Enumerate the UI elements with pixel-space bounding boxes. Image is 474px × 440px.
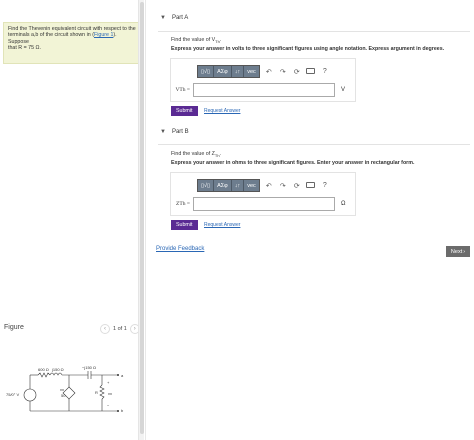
- template-button[interactable]: ▯√▯: [198, 180, 214, 191]
- part-b-rule: [158, 144, 470, 145]
- part-a-prompt-end: .: [219, 37, 222, 43]
- left-scrollbar[interactable]: [138, 0, 144, 440]
- part-a-request-answer-link[interactable]: Request Answer: [204, 108, 241, 114]
- part-a-toolbar: [197, 65, 330, 78]
- arrows-button[interactable]: ↓↑: [232, 180, 245, 191]
- figure-pager: [100, 324, 140, 334]
- reset-icon[interactable]: ⟳: [293, 182, 300, 190]
- part-a-header[interactable]: [160, 15, 188, 21]
- greek-button[interactable]: ΑΣφ: [214, 66, 232, 77]
- figure-link[interactable]: Figure 1: [93, 32, 114, 39]
- part-b-answer-row: [171, 197, 346, 211]
- part-b-request-answer-link[interactable]: Request Answer: [204, 222, 241, 228]
- part-b-submit-button[interactable]: Submit: [171, 220, 198, 230]
- problem-line-3: that R = 75 Ω.: [8, 44, 41, 51]
- keyboard-icon[interactable]: [306, 68, 316, 76]
- help-button[interactable]: ?: [322, 182, 327, 189]
- terminal-b: b: [121, 408, 124, 413]
- next-button[interactable]: [446, 246, 470, 257]
- part-b-title: Part B: [171, 129, 189, 135]
- part-b-header[interactable]: [160, 129, 189, 135]
- reset-icon[interactable]: ⟳: [293, 68, 300, 76]
- part-b-toolbar-group: [197, 179, 260, 192]
- part-a-title: Part A: [171, 15, 189, 21]
- chevron-down-icon: ▼: [160, 15, 166, 21]
- part-b-unit: Ω: [341, 201, 346, 207]
- part-b-toolbar: [197, 179, 330, 192]
- part-a-instruction: Express your answer in volts to three significant figures using angle notation. Express argument in degrees.: [171, 46, 445, 52]
- part-a-prompt-sub: Th: [215, 39, 220, 45]
- part-b-prompt-end: .: [219, 151, 222, 157]
- label-r: R: [95, 390, 98, 395]
- part-b-instruction: Express your answer in ohms to three significant figures. Enter your answer in rectangular form.: [171, 160, 415, 166]
- label-j150: j150 Ω: [52, 367, 64, 372]
- resistor-600: [38, 373, 50, 377]
- undo-icon[interactable]: ↶: [265, 68, 272, 76]
- vec-button[interactable]: vec: [244, 180, 259, 191]
- inductor-j150: [50, 373, 62, 375]
- redo-icon[interactable]: ↷: [279, 182, 286, 190]
- part-a-unit: V: [341, 87, 346, 93]
- part-a-rule: [158, 31, 470, 32]
- vec-button[interactable]: vec: [244, 66, 259, 77]
- part-a-submit-button[interactable]: Submit: [171, 106, 198, 116]
- label-vx-dep: vx: [60, 387, 64, 392]
- problem-line-2: [8, 32, 138, 45]
- part-b-answer-input[interactable]: [193, 197, 335, 211]
- terminal-b-dot: [117, 410, 119, 412]
- part-b-prompt: [171, 151, 221, 158]
- problem-line-2-post: ). Suppose: [8, 32, 117, 45]
- left-scroll-thumb[interactable]: [140, 2, 144, 434]
- arrows-button[interactable]: ↓↑: [232, 66, 245, 77]
- part-a-prompt: [171, 37, 221, 44]
- part-a-answer-row: [171, 83, 345, 97]
- terminal-a-dot: [117, 374, 119, 376]
- chevron-left-icon[interactable]: ‹: [100, 324, 110, 334]
- keyboard-icon[interactable]: [306, 182, 316, 190]
- part-a-prompt-text: Find the value of V: [171, 37, 216, 43]
- label-vx: vx: [108, 391, 112, 396]
- voltage-source: [24, 389, 36, 401]
- part-b-prompt-sub: Th: [214, 153, 220, 159]
- label-600: 600 Ω: [38, 367, 49, 372]
- provide-feedback-link[interactable]: Provide Feedback: [156, 246, 205, 252]
- polarity-minus: −: [107, 403, 110, 408]
- problem-statement: [3, 22, 143, 64]
- figure-title: Figure: [4, 324, 24, 331]
- part-a-answer-input[interactable]: [193, 83, 335, 97]
- next-label: Next: [450, 248, 463, 255]
- template-button[interactable]: ▯√▯: [198, 66, 214, 77]
- circuit-diagram: [4, 365, 134, 415]
- problem-line-1: Find the Thevenin equivalent circuit with respect to the: [8, 26, 136, 32]
- redo-icon[interactable]: ↷: [279, 68, 286, 76]
- column-divider: [145, 0, 146, 440]
- terminal-a: a: [121, 373, 124, 378]
- undo-icon[interactable]: ↶: [265, 182, 272, 190]
- part-a-variable-label: VTh =: [175, 87, 190, 93]
- part-b-variable-label: ZTh =: [176, 201, 190, 207]
- resistor-r: [100, 385, 104, 399]
- chevron-down-icon: ▼: [160, 129, 166, 135]
- label-source: 75/0° V: [6, 392, 20, 397]
- pager-text: 1 of 1: [113, 326, 127, 332]
- greek-button[interactable]: ΑΣφ: [214, 180, 232, 191]
- part-b-prompt-text: Find the value of Z: [171, 151, 215, 157]
- part-a-toolbar-group: [197, 65, 260, 78]
- problem-line-2-pre: terminals a,b of the circuit shown in (: [8, 32, 94, 39]
- label-mj150: −j150 Ω: [82, 365, 96, 370]
- chevron-right-icon[interactable]: ›: [130, 324, 140, 334]
- help-button[interactable]: ?: [322, 68, 327, 75]
- label-dep-50: 50: [61, 393, 66, 398]
- polarity-plus: +: [107, 380, 110, 385]
- chevron-right-icon: ›: [463, 248, 466, 255]
